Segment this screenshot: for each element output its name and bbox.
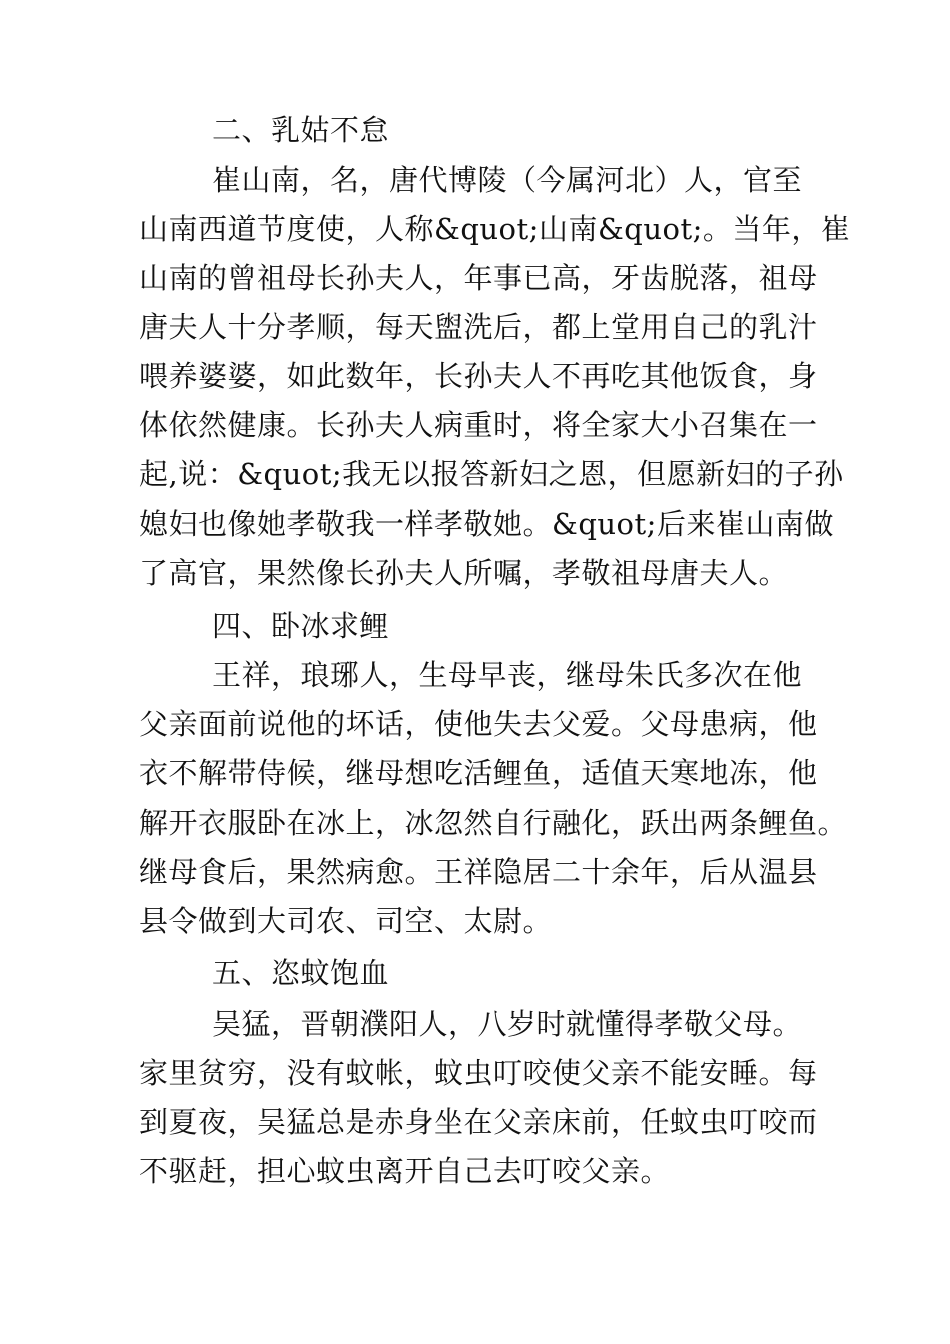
section-heading-2: 二、乳姑不怠: [212, 113, 390, 147]
paragraph-line: 衣不解带侍候，继母想吃活鲤鱼，适值天寒地冻，他: [139, 756, 818, 790]
paragraph-line: 到夏夜，吴猛总是赤身坐在父亲床前，任蚊虫叮咬而: [139, 1105, 818, 1139]
paragraph-line: 起,说：&quot;我无以报答新妇之恩，但愿新妇的子孙: [139, 457, 844, 491]
paragraph-line: 不驱赶，担心蚊虫离开自己去叮咬父亲。: [139, 1154, 671, 1188]
paragraph-line: 喂养婆婆，如此数年，长孙夫人不再吃其他饭食，身: [139, 359, 818, 393]
paragraph-line: 吴猛，晋朝濮阳人，八岁时就懂得孝敬父母。: [212, 1007, 803, 1041]
section-heading-5: 五、恣蚊饱血: [212, 956, 390, 990]
paragraph-line: 媳妇也像她孝敬我一样孝敬她。&quot;后来崔山南做: [139, 507, 834, 541]
paragraph-line: 山南西道节度使，人称&quot;山南&quot;。当年，崔: [139, 212, 851, 246]
paragraph-line: 体依然健康。长孙夫人病重时，将全家大小召集在一: [139, 408, 818, 442]
paragraph-line: 继母食后，果然病愈。王祥隐居二十余年，后从温县: [139, 855, 818, 889]
paragraph-line: 县令做到大司农、司空、太尉。: [139, 904, 553, 938]
paragraph-line: 家里贫穷，没有蚊帐，蚊虫叮咬使父亲不能安睡。每: [139, 1056, 818, 1090]
paragraph-line: 唐夫人十分孝顺，每天盥洗后，都上堂用自己的乳汁: [139, 310, 818, 344]
paragraph-line: 崔山南，名，唐代博陵（今属河北）人，官至: [212, 163, 803, 197]
section-heading-4: 四、卧冰求鲤: [212, 609, 390, 643]
paragraph-line: 王祥，琅琊人，生母早丧，继母朱氏多次在他: [212, 658, 803, 692]
paragraph-line: 父亲面前说他的坏话，使他失去父爱。父母患病，他: [139, 707, 818, 741]
paragraph-line: 解开衣服卧在冰上，冰忽然自行融化，跃出两条鲤鱼。: [139, 806, 848, 840]
paragraph-line: 山南的曾祖母长孙夫人，年事已高，牙齿脱落，祖母: [139, 261, 818, 295]
paragraph-line: 了高官，果然像长孙夫人所嘱，孝敬祖母唐夫人。: [139, 556, 789, 590]
